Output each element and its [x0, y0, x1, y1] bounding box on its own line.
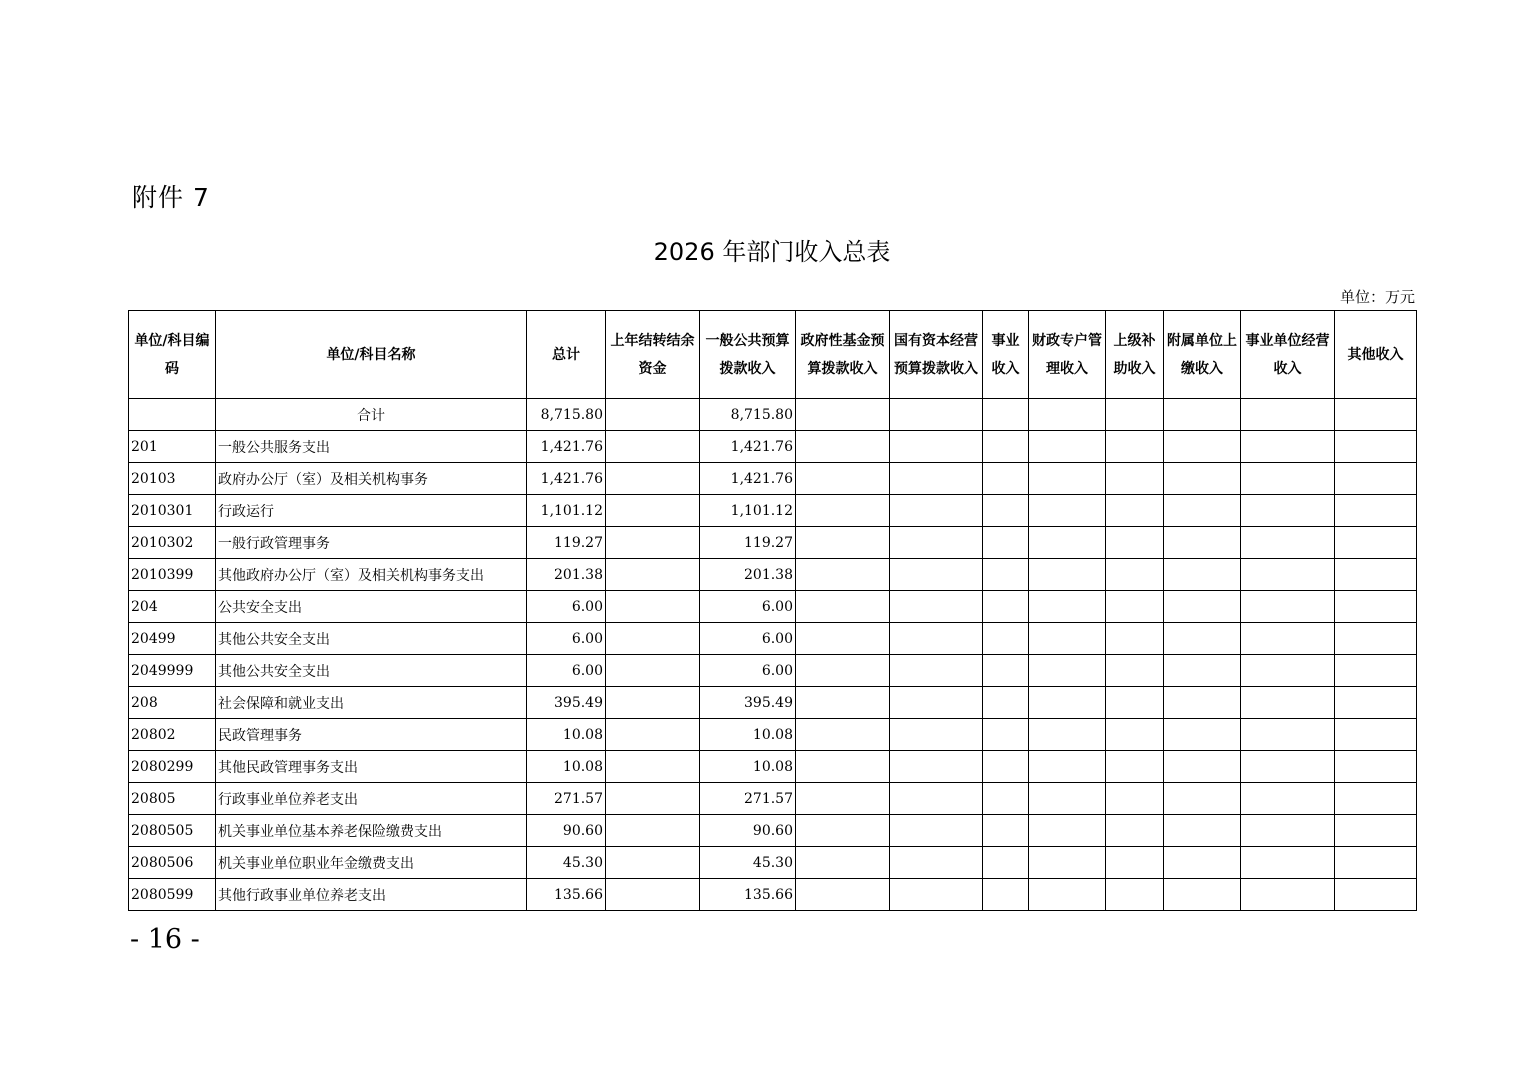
empty-cell: [1335, 495, 1417, 527]
row-name-cell: 一般公共服务支出: [216, 431, 527, 463]
empty-cell: [1029, 879, 1106, 911]
empty-cell: [1335, 527, 1417, 559]
empty-cell: [1029, 559, 1106, 591]
empty-cell: [983, 879, 1029, 911]
empty-cell: [1241, 687, 1335, 719]
empty-cell: [1241, 495, 1335, 527]
empty-cell: [1029, 463, 1106, 495]
row-general-budget-cell: 271.57: [700, 783, 796, 815]
empty-cell: [890, 687, 983, 719]
empty-cell: [1164, 783, 1241, 815]
table-row: [129, 687, 1417, 719]
empty-cell: [1335, 463, 1417, 495]
page-number: - 16 -: [130, 924, 200, 955]
empty-cell: [1106, 655, 1164, 687]
empty-cell: [796, 399, 890, 431]
empty-cell: [1106, 783, 1164, 815]
table-row: [129, 719, 1417, 751]
empty-cell: [1164, 591, 1241, 623]
empty-cell: [1164, 495, 1241, 527]
column-header: 上年结转结余资金: [606, 311, 700, 399]
row-total-cell: 271.57: [527, 783, 606, 815]
empty-cell: [796, 431, 890, 463]
row-name-cell: 其他政府办公厅（室）及相关机构事务支出: [216, 559, 527, 591]
empty-cell: [1241, 783, 1335, 815]
row-total-cell: 1,421.76: [527, 431, 606, 463]
empty-cell: [1029, 495, 1106, 527]
empty-cell: [796, 687, 890, 719]
empty-cell: [1241, 591, 1335, 623]
unit-label: 单位：万元: [1339, 288, 1415, 306]
row-carryover-cell: [606, 431, 700, 463]
row-general-budget-cell: 6.00: [700, 655, 796, 687]
empty-cell: [1164, 815, 1241, 847]
row-general-budget-cell: 1,421.76: [700, 431, 796, 463]
row-total-cell: 90.60: [527, 815, 606, 847]
row-general-budget-cell: 10.08: [700, 719, 796, 751]
table-title: 2026 年部门收入总表: [653, 238, 891, 266]
empty-cell: [890, 719, 983, 751]
row-name-cell: 其他公共安全支出: [216, 655, 527, 687]
row-general-budget-cell: 10.08: [700, 751, 796, 783]
empty-cell: [796, 751, 890, 783]
row-code-cell: 204: [129, 591, 216, 623]
empty-cell: [1164, 463, 1241, 495]
empty-cell: [1106, 847, 1164, 879]
empty-cell: [1029, 527, 1106, 559]
empty-cell: [796, 815, 890, 847]
empty-cell: [890, 527, 983, 559]
empty-cell: [890, 495, 983, 527]
row-carryover-cell: [606, 687, 700, 719]
empty-cell: [1241, 623, 1335, 655]
row-code-cell: 2010302: [129, 527, 216, 559]
row-total-cell: 395.49: [527, 687, 606, 719]
empty-cell: [1164, 399, 1241, 431]
empty-cell: [1164, 687, 1241, 719]
table-row: [129, 655, 1417, 687]
empty-cell: [1335, 687, 1417, 719]
empty-cell: [1241, 559, 1335, 591]
empty-cell: [1164, 655, 1241, 687]
empty-cell: [1335, 751, 1417, 783]
row-carryover-cell: [606, 751, 700, 783]
empty-cell: [796, 495, 890, 527]
empty-cell: [1164, 623, 1241, 655]
empty-cell: [983, 591, 1029, 623]
row-code-cell: 2080599: [129, 879, 216, 911]
row-code-cell: 20499: [129, 623, 216, 655]
empty-cell: [1335, 399, 1417, 431]
empty-cell: [1106, 591, 1164, 623]
column-header: 上级补助收入: [1106, 311, 1164, 399]
row-carryover-cell: [606, 655, 700, 687]
empty-cell: [796, 879, 890, 911]
empty-cell: [1335, 719, 1417, 751]
empty-cell: [796, 463, 890, 495]
row-general-budget-cell: 201.38: [700, 559, 796, 591]
row-carryover-cell: [606, 527, 700, 559]
empty-cell: [1241, 719, 1335, 751]
empty-cell: [1029, 815, 1106, 847]
empty-cell: [1029, 655, 1106, 687]
empty-cell: [1029, 399, 1106, 431]
row-carryover-cell: [606, 591, 700, 623]
row-name-cell: 公共安全支出: [216, 591, 527, 623]
empty-cell: [1106, 559, 1164, 591]
column-header: 附属单位上缴收入: [1164, 311, 1241, 399]
row-total-cell: 6.00: [527, 655, 606, 687]
row-general-budget-cell: 45.30: [700, 847, 796, 879]
empty-cell: [1029, 847, 1106, 879]
empty-cell: [1106, 495, 1164, 527]
row-total-cell: 10.08: [527, 751, 606, 783]
empty-cell: [796, 591, 890, 623]
empty-cell: [1164, 527, 1241, 559]
empty-cell: [1106, 687, 1164, 719]
row-carryover-cell: [606, 719, 700, 751]
empty-cell: [1106, 751, 1164, 783]
empty-cell: [890, 751, 983, 783]
empty-cell: [1335, 655, 1417, 687]
empty-cell: [890, 783, 983, 815]
row-code-cell: 2080506: [129, 847, 216, 879]
row-name-cell: 行政事业单位养老支出: [216, 783, 527, 815]
empty-cell: [1335, 559, 1417, 591]
row-total-cell: 8,715.80: [527, 399, 606, 431]
attachment-label: 附件 7: [132, 183, 210, 212]
empty-cell: [890, 431, 983, 463]
empty-cell: [1241, 879, 1335, 911]
empty-cell: [796, 655, 890, 687]
table-row: [129, 591, 1417, 623]
row-general-budget-cell: 1,421.76: [700, 463, 796, 495]
column-header: 其他收入: [1335, 311, 1417, 399]
table-row: [129, 463, 1417, 495]
empty-cell: [1029, 687, 1106, 719]
empty-cell: [1241, 815, 1335, 847]
empty-cell: [1106, 879, 1164, 911]
empty-cell: [1106, 527, 1164, 559]
row-code-cell: 201: [129, 431, 216, 463]
row-name-cell: 其他民政管理事务支出: [216, 751, 527, 783]
empty-cell: [796, 783, 890, 815]
row-code-cell: [129, 399, 216, 431]
row-code-cell: 2010399: [129, 559, 216, 591]
row-carryover-cell: [606, 815, 700, 847]
empty-cell: [983, 687, 1029, 719]
row-total-cell: 119.27: [527, 527, 606, 559]
empty-cell: [796, 719, 890, 751]
empty-cell: [1029, 623, 1106, 655]
empty-cell: [890, 815, 983, 847]
empty-cell: [1335, 591, 1417, 623]
row-carryover-cell: [606, 783, 700, 815]
row-name-cell: 民政管理事务: [216, 719, 527, 751]
column-header: 总计: [527, 311, 606, 399]
row-name-cell: 一般行政管理事务: [216, 527, 527, 559]
empty-cell: [1029, 591, 1106, 623]
table-row: [129, 815, 1417, 847]
row-code-cell: 2080505: [129, 815, 216, 847]
row-total-cell: 201.38: [527, 559, 606, 591]
row-code-cell: 2010301: [129, 495, 216, 527]
table-row: [129, 527, 1417, 559]
row-name-cell: 政府办公厅（室）及相关机构事务: [216, 463, 527, 495]
row-general-budget-cell: 1,101.12: [700, 495, 796, 527]
table-row: [129, 879, 1417, 911]
table-row: [129, 783, 1417, 815]
row-code-cell: 208: [129, 687, 216, 719]
column-header: 政府性基金预算拨款收入: [796, 311, 890, 399]
table-body: [129, 399, 1417, 911]
column-header: 一般公共预算拨款收入: [700, 311, 796, 399]
empty-cell: [1106, 815, 1164, 847]
empty-cell: [983, 559, 1029, 591]
empty-cell: [1106, 399, 1164, 431]
row-total-cell: 10.08: [527, 719, 606, 751]
row-code-cell: 20103: [129, 463, 216, 495]
empty-cell: [1106, 463, 1164, 495]
empty-cell: [890, 847, 983, 879]
table-row: [129, 847, 1417, 879]
table-row: [129, 751, 1417, 783]
row-code-cell: 20805: [129, 783, 216, 815]
empty-cell: [1164, 559, 1241, 591]
empty-cell: [890, 559, 983, 591]
empty-cell: [983, 815, 1029, 847]
column-header: 事业单位经营收入: [1241, 311, 1335, 399]
empty-cell: [983, 463, 1029, 495]
empty-cell: [1106, 431, 1164, 463]
row-carryover-cell: [606, 847, 700, 879]
row-name-cell: 其他公共安全支出: [216, 623, 527, 655]
empty-cell: [796, 623, 890, 655]
empty-cell: [983, 751, 1029, 783]
row-total-cell: 6.00: [527, 591, 606, 623]
empty-cell: [890, 879, 983, 911]
row-general-budget-cell: 135.66: [700, 879, 796, 911]
empty-cell: [1164, 879, 1241, 911]
empty-cell: [1241, 463, 1335, 495]
empty-cell: [1241, 751, 1335, 783]
row-total-cell: 1,101.12: [527, 495, 606, 527]
row-general-budget-cell: 395.49: [700, 687, 796, 719]
row-general-budget-cell: 6.00: [700, 591, 796, 623]
income-summary-table: [128, 310, 1417, 911]
empty-cell: [890, 399, 983, 431]
empty-cell: [1335, 815, 1417, 847]
row-total-cell: 6.00: [527, 623, 606, 655]
empty-cell: [1335, 783, 1417, 815]
empty-cell: [1106, 719, 1164, 751]
row-carryover-cell: [606, 399, 700, 431]
empty-cell: [1164, 719, 1241, 751]
row-carryover-cell: [606, 463, 700, 495]
row-carryover-cell: [606, 623, 700, 655]
empty-cell: [983, 399, 1029, 431]
empty-cell: [796, 559, 890, 591]
row-total-cell: 45.30: [527, 847, 606, 879]
table-row: [129, 431, 1417, 463]
empty-cell: [1335, 623, 1417, 655]
empty-cell: [796, 527, 890, 559]
row-general-budget-cell: 8,715.80: [700, 399, 796, 431]
row-code-cell: 20802: [129, 719, 216, 751]
row-code-cell: 2049999: [129, 655, 216, 687]
empty-cell: [983, 495, 1029, 527]
empty-cell: [1241, 847, 1335, 879]
empty-cell: [1029, 719, 1106, 751]
empty-cell: [890, 623, 983, 655]
empty-cell: [1241, 431, 1335, 463]
row-total-cell: 1,421.76: [527, 463, 606, 495]
empty-cell: [1029, 431, 1106, 463]
empty-cell: [890, 655, 983, 687]
empty-cell: [1241, 655, 1335, 687]
row-name-cell: 合计: [216, 399, 527, 431]
empty-cell: [1164, 847, 1241, 879]
empty-cell: [983, 719, 1029, 751]
table-row: [129, 495, 1417, 527]
empty-cell: [1241, 399, 1335, 431]
column-header: 单位/科目名称: [216, 311, 527, 399]
empty-cell: [1106, 623, 1164, 655]
empty-cell: [796, 847, 890, 879]
row-carryover-cell: [606, 879, 700, 911]
empty-cell: [1241, 527, 1335, 559]
empty-cell: [983, 847, 1029, 879]
column-header: 单位/科目编码: [129, 311, 216, 399]
row-total-cell: 135.66: [527, 879, 606, 911]
empty-cell: [983, 431, 1029, 463]
empty-cell: [1335, 431, 1417, 463]
empty-cell: [1164, 431, 1241, 463]
empty-cell: [983, 527, 1029, 559]
row-general-budget-cell: 6.00: [700, 623, 796, 655]
row-name-cell: 社会保障和就业支出: [216, 687, 527, 719]
table-row: [129, 559, 1417, 591]
row-general-budget-cell: 90.60: [700, 815, 796, 847]
empty-cell: [983, 623, 1029, 655]
header-row: [129, 311, 1417, 399]
column-header: 事业收入: [983, 311, 1029, 399]
row-name-cell: 机关事业单位职业年金缴费支出: [216, 847, 527, 879]
empty-cell: [890, 591, 983, 623]
table-row: [129, 623, 1417, 655]
row-general-budget-cell: 119.27: [700, 527, 796, 559]
row-code-cell: 2080299: [129, 751, 216, 783]
empty-cell: [1335, 847, 1417, 879]
empty-cell: [1029, 783, 1106, 815]
empty-cell: [890, 463, 983, 495]
row-name-cell: 行政运行: [216, 495, 527, 527]
empty-cell: [983, 655, 1029, 687]
column-header: 财政专户管理收入: [1029, 311, 1106, 399]
row-carryover-cell: [606, 559, 700, 591]
row-name-cell: 其他行政事业单位养老支出: [216, 879, 527, 911]
table-row: [129, 399, 1417, 431]
row-name-cell: 机关事业单位基本养老保险缴费支出: [216, 815, 527, 847]
column-header: 国有资本经营预算拨款收入: [890, 311, 983, 399]
empty-cell: [1164, 751, 1241, 783]
empty-cell: [983, 783, 1029, 815]
empty-cell: [1335, 879, 1417, 911]
empty-cell: [1029, 751, 1106, 783]
row-carryover-cell: [606, 495, 700, 527]
